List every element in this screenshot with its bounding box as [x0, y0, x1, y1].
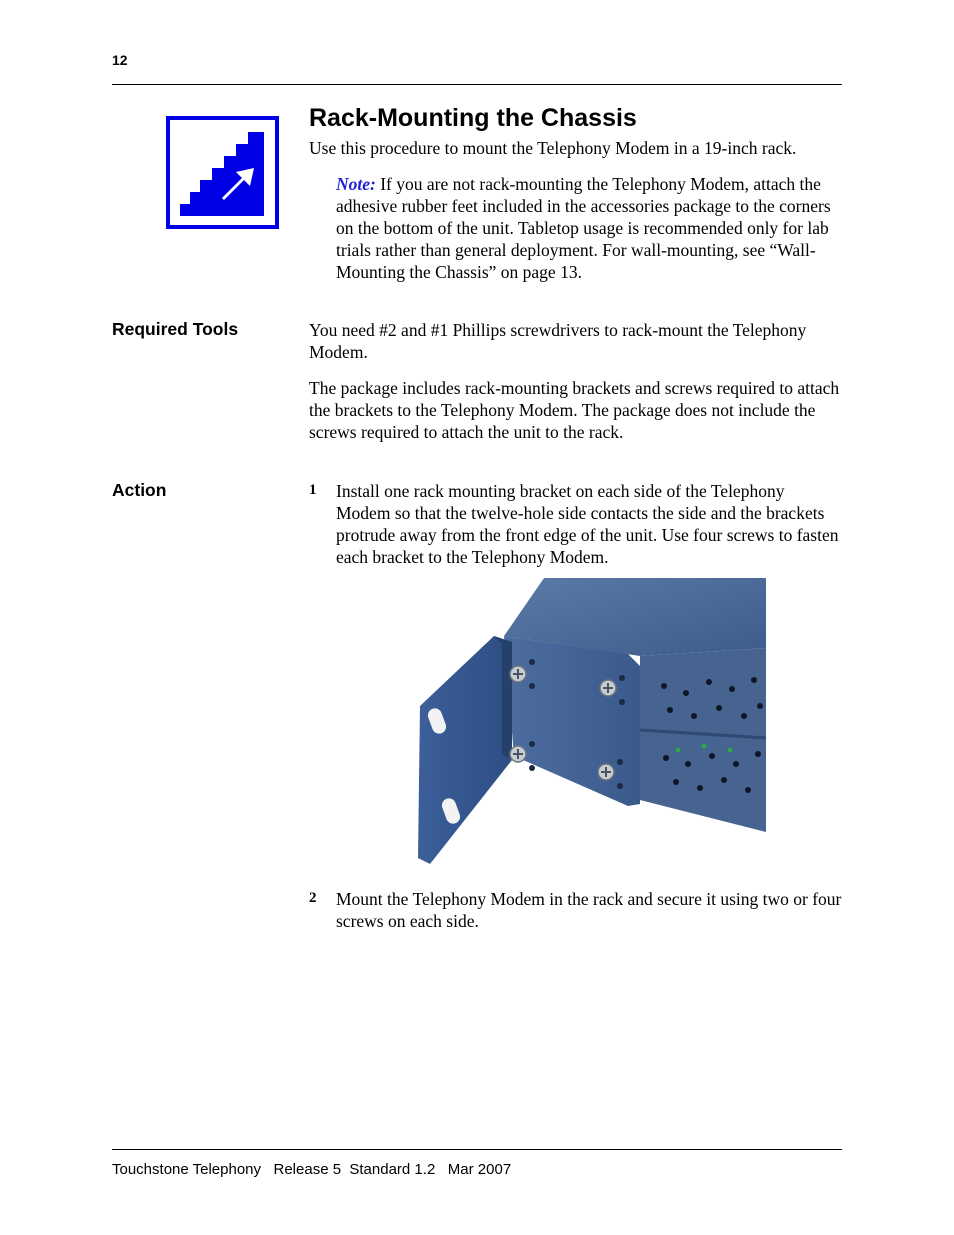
step-2-text: Mount the Telephony Modem in the rack and secure it using two or four screws on each side.: [336, 889, 842, 931]
required-tools-heading: Required Tools: [112, 319, 239, 339]
note-paragraph: [336, 173, 842, 283]
rack-bracket-photo: [414, 578, 766, 864]
note-text: If you are not rack-mounting the Telephony Modem, attach the adhesive rubber feet included in the accessories package to the corners on the bottom of the unit. Tabletop usage is recommended only for lab trials rather than general deployment. For wall-mounting, see “Wall-Mounting the Chassis” on page 13.: [336, 174, 831, 282]
footer-text: Touchstone Telephony Release 5 Standard 1.2 Mar 2007: [112, 1161, 512, 1178]
footer-rule: [112, 1149, 842, 1150]
step-1-number: 1: [309, 482, 317, 498]
step-1-text: Install one rack mounting bracket on each side of the Telephony Modem so that the twelve-hole side contacts the side and the brackets protrude away from the front edge of the unit. Use four screws to fasten each bracket to the Telephony Modem.: [336, 481, 839, 567]
page-number: 12: [112, 52, 128, 68]
note-label: Note:: [336, 174, 376, 194]
required-tools-paragraph-1: You need #2 and #1 Phillips screwdrivers to rack-mount the Telephony Modem.: [309, 320, 807, 362]
section-title: Rack-Mounting the Chassis: [309, 104, 637, 132]
intro-paragraph: Use this procedure to mount the Telephony Modem in a 19-inch rack.: [309, 138, 797, 158]
step-2-number: 2: [309, 890, 317, 906]
action-heading: Action: [112, 480, 167, 500]
staircase-arrow-icon: [166, 116, 279, 229]
header-rule: [112, 84, 842, 85]
required-tools-paragraph-2: The package includes rack-mounting brackets and screws required to attach the brackets to the Telephony Modem. The package does not include the screws required to attach the unit to the rack.: [309, 378, 840, 442]
